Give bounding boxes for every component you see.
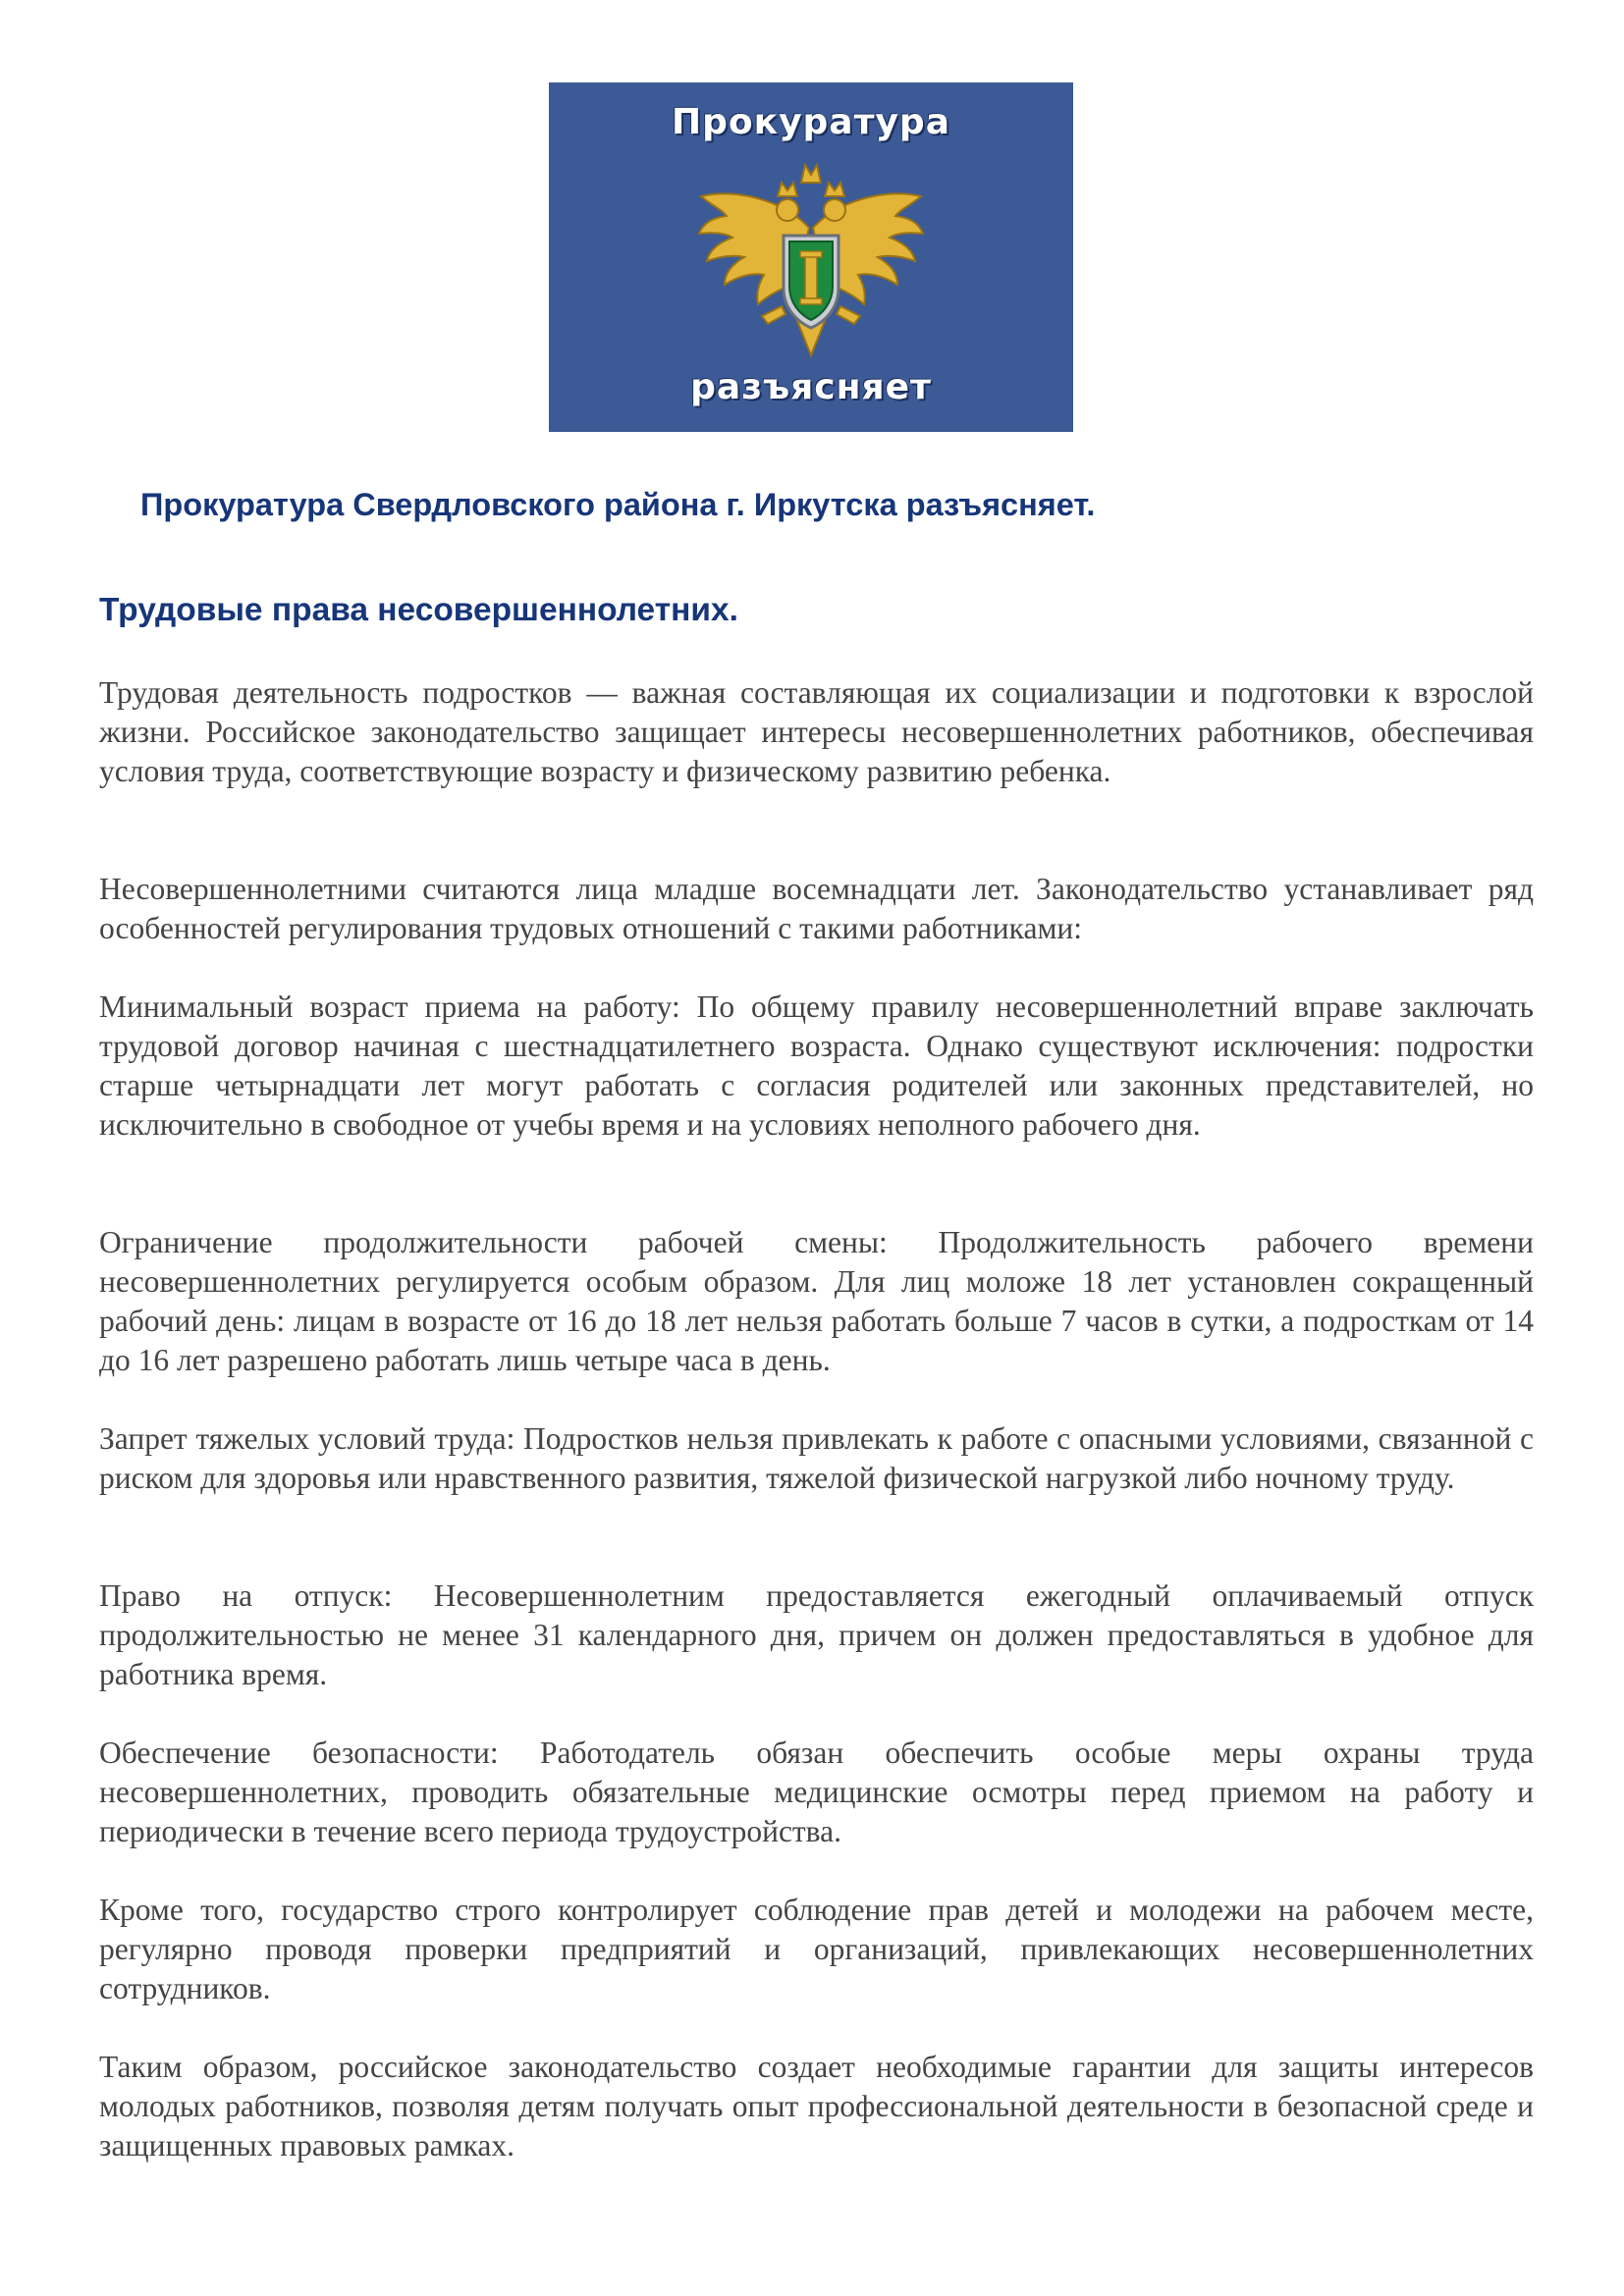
- paragraph-state-control: Кроме того, государство строго контролирует соблюдение прав детей и молодежи на рабочем месте, регулярно проводя проверки предприятий и организаций, привлекающих несовершеннолетних сотрудников.: [99, 1893, 1534, 2005]
- paragraph-definition: Несовершеннолетними считаются лица младше восемнадцати лет. Законодательство устанавливает ряд особенностей регулирования трудовых отношений с такими работниками:: [99, 872, 1534, 945]
- eagle-emblem-icon: [693, 159, 929, 365]
- paragraph-intro: Трудовая деятельность подростков — важная составляющая их социализации и подготовки к взрослой жизни. Российское законодательство защищает интересы несовершеннолетних работников, обеспечивая условия труда, соответствующие возрасту и физическому развитию ребенка.: [99, 675, 1534, 788]
- logo-bottom-text: разъясняет: [690, 367, 932, 407]
- paragraph-conclusion: Таким образом, российское законодательство создает необходимые гарантии для защиты интересов молодых работников, позволяя детям получать опыт профессиональной деятельности в безопасной среде и защищенных правовых рамках.: [99, 2050, 1534, 2163]
- paragraph-vacation: Право на отпуск: Несовершеннолетним предоставляется ежегодный оплачиваемый отпуск продолжительностью не менее 31 календарного дня, причем он должен предоставляться в удобное для работника время.: [99, 1578, 1534, 1691]
- paragraph-hazard-ban: Запрет тяжелых условий труда: Подростков нельзя привлекать к работе с опасными условиями, связанной с риском для здоровья или нравственного развития, тяжелой физической нагрузкой либо ночному труду.: [99, 1421, 1534, 1495]
- document-heading: Трудовые права несовершеннолетних.: [99, 592, 738, 628]
- paragraph-safety: Обеспечение безопасности: Работодатель обязан обеспечить особые меры охраны труда несовершеннолетних, проводить обязательные медицинские осмотры перед приемом на работу и периодически в течение всего периода трудоустройства.: [99, 1735, 1534, 1848]
- logo-top-text: Прокуратура: [672, 102, 950, 142]
- document-title: Прокуратура Свердловского района г. Иркутска разъясняет.: [140, 487, 1096, 522]
- paragraph-work-hours: Ограничение продолжительности рабочей смены: Продолжительность рабочего времени несовершеннолетних регулируется особым образом. Для лиц моложе 18 лет установлен сокращенный рабочий день: лицам в возрасте от 16 до 18 лет нельзя работать больше 7 часов в сутки, а подросткам от 14 до 16 лет разрешено работать лишь четыре часа в день.: [99, 1225, 1534, 1377]
- paragraph-minimum-age: Минимальный возраст приема на работу: По общему правилу несовершеннолетний вправе заключать трудовой договор начиная с шестнадцатилетнего возраста. Однако существуют исключения: подростки старше четырнадцати лет могут работать с согласия родителей или законных представителей, но исключительно в свободное от учебы время и на условиях неполного рабочего дня.: [99, 989, 1534, 1142]
- prosecutor-logo: [549, 82, 1073, 432]
